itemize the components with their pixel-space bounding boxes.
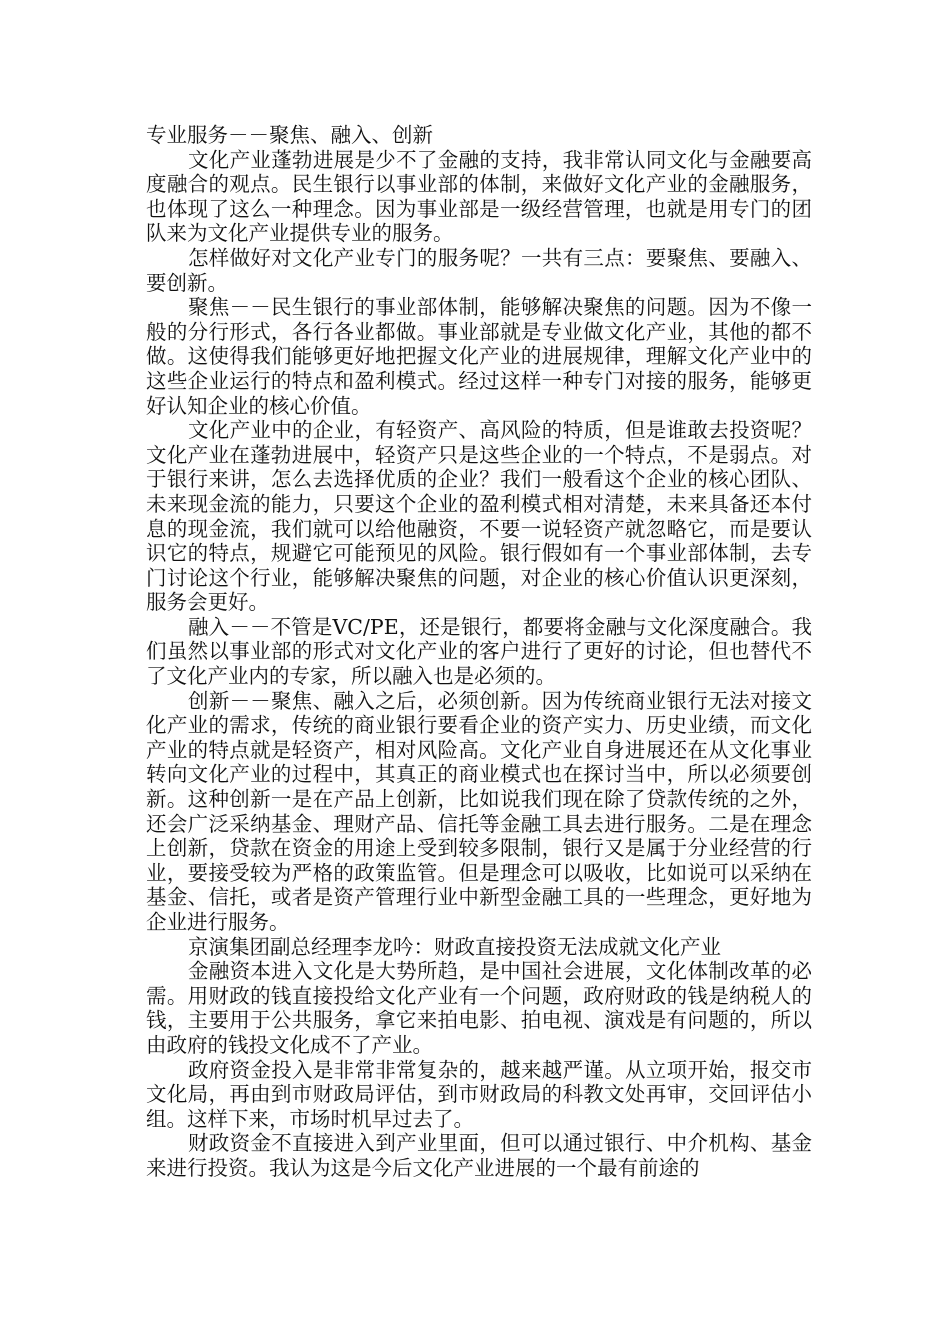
paragraph: 聚焦－－民生银行的事业部体制，能够解决聚焦的问题。因为不像一般的分行形式，各行各业都做。事业部就是专业做文化产业，其他的都不做。这使得我们能够更好地把握文化产业的进展规律，理解文化产业中的这些企业运行的特点和盈利模式。经过这样一种专门对接的服务，能够更好认知企业的核心价值。 bbox=[146, 295, 812, 418]
paragraph: 金融资本进入文化是大势所趋，是中国社会进展，文化体制改革的必需。用财政的钱直接投给文化产业有一个问题，政府财政的钱是纳税人的钱，主要用于公共服务，拿它来拍电影、拍电视、演戏是有问题的，所以由政府的钱投文化成不了产业。 bbox=[146, 959, 812, 1057]
paragraph: 政府资金投入是非常非常复杂的，越来越严谨。从立项开始，报交市文化局，再由到市财政局评估，到市财政局的科教文处再审，交回评估小组。这样下来，市场时机早过去了。 bbox=[146, 1057, 812, 1131]
paragraph: 怎样做好对文化产业专门的服务呢？一共有三点：要聚焦、要融入、要创新。 bbox=[146, 245, 812, 295]
paragraph: 融入－－不管是VC/PE，还是银行，都要将金融与文化深度融合。我们虽然以事业部的形式对文化产业的客户进行了更好的讨论，但也替代不了文化产业内的专家，所以融入也是必须的。 bbox=[146, 614, 812, 689]
paragraph: 文化产业蓬勃进展是少不了金融的支持，我非常认同文化与金融要高度融合的观点。民生银行以事业部的体制，来做好文化产业的金融服务，也体现了这么一种理念。因为事业部是一级经营管理，也就是用专门的团队来为文化产业提供专业的服务。 bbox=[146, 147, 812, 246]
paragraph: 文化产业中的企业，有轻资产、高风险的特质，但是谁敢去投资呢？文化产业在蓬勃进展中，轻资产只是这些企业的一个特点，不是弱点。对于银行来讲，怎么去选择优质的企业？我们一般看这个企业的核心团队、未来现金流的能力，只要这个企业的盈利模式相对清楚，未来具备还本付息的现金流，我们就可以给他融资，不要一说轻资产就忽略它，而是要认识它的特点，规避它可能预见的风险。银行假如有一个事业部体制，去专门讨论这个行业，能够解决聚焦的问题，对企业的核心价值认识更深刻，服务会更好。 bbox=[146, 418, 812, 615]
document-page bbox=[146, 123, 812, 1181]
paragraph: 创新－－聚焦、融入之后，必须创新。因为传统商业银行无法对接文化产业的需求，传统的商业银行要看企业的资产实力、历史业绩，而文化产业的特点就是轻资产，相对风险高。文化产业自身进展还在从文化事业转向文化产业的过程中，其真正的商业模式也在探讨当中，所以必须要创新。这种创新一是在产品上创新，比如说我们现在除了贷款传统的之外，还会广泛采纳基金、理财产品、信托等金融工具去进行服务。二是在理念上创新，贷款在资金的用途上受到较多限制，银行又是属于分业经营的行业，要接受较为严格的政策监管。但是理念可以吸收，比如说可以采纳在基金、信托，或者是资产管理行业中新型金融工具的一些理念，更好地为企业进行服务。 bbox=[146, 688, 812, 934]
paragraph: 财政资金不直接进入到产业里面，但可以通过银行、中介机构、基金来进行投资。我认为这是今后文化产业进展的一个最有前途的 bbox=[146, 1131, 812, 1180]
section-heading: 专业服务－－聚焦、融入、创新 bbox=[146, 123, 433, 147]
subheading: 京演集团副总经理李龙吟：财政直接投资无法成就文化产业 bbox=[188, 934, 721, 959]
